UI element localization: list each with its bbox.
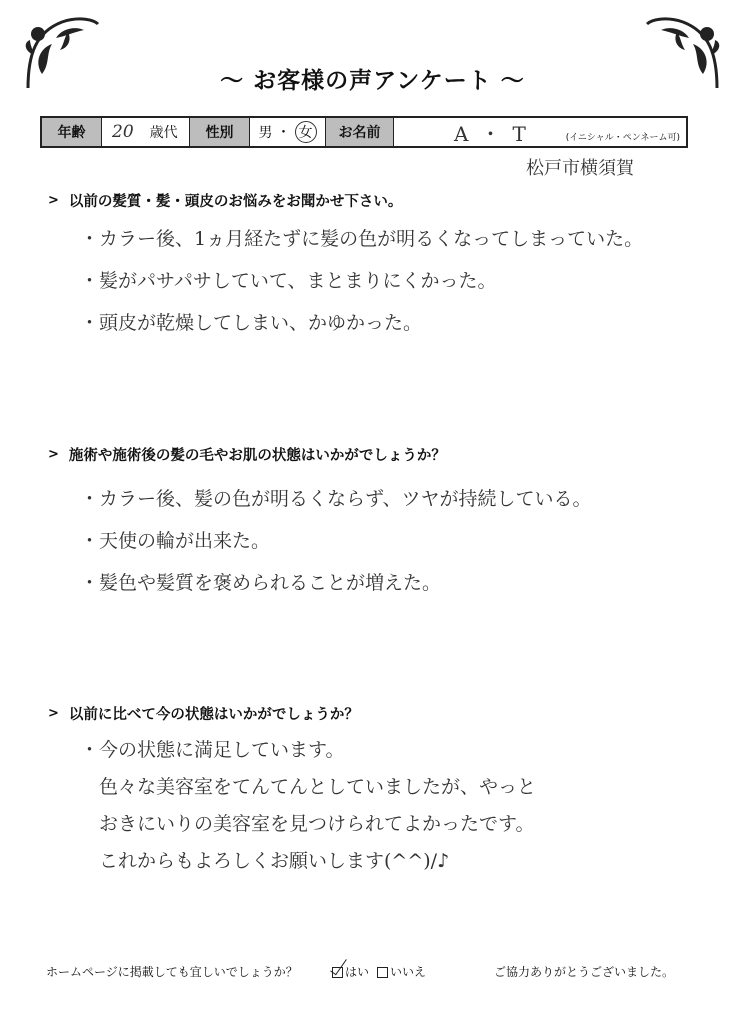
question-1-text: 以前の髪質・髪・頭皮のお悩みをお聞かせ下さい。 — [68, 194, 403, 210]
answer-line: ・天使の輪が出来た。 — [80, 530, 271, 552]
chevron-right-icon: > — [48, 706, 59, 721]
info-row — [40, 116, 688, 148]
city-handwritten: 松戸市横須賀 — [526, 158, 634, 179]
page-title: ～ お客様の声アンケート ～ — [220, 68, 525, 94]
answer-line: ・カラー後、髪の色が明るくならず、ツヤが持続している。 — [80, 488, 592, 510]
name-value: A・T — [454, 121, 538, 146]
answer-2 — [80, 478, 591, 604]
answer-line: ・頭皮が乾燥してしまい、かゆかった。 — [80, 312, 423, 334]
age-field — [102, 118, 190, 146]
answer-line: ・今の状態に満足しています。 — [80, 739, 345, 761]
question-1 — [48, 190, 402, 211]
question-2-text: 施術や施術後の髪の毛やお肌の状態はいかがでしょうか？ — [68, 448, 446, 464]
name-label: お名前 — [326, 118, 394, 146]
no-label: いいえ — [390, 965, 427, 979]
no-option[interactable] — [377, 963, 426, 980]
answer-line: ・髪色や髪質を褒められることが増えた。 — [80, 572, 442, 594]
question-3 — [48, 703, 359, 724]
name-field — [394, 118, 686, 146]
chevron-right-icon: > — [48, 447, 59, 462]
answer-line: おきにいりの美容室を見つけられてよかったです。 — [80, 813, 535, 835]
answer-1 — [80, 218, 643, 344]
answer-3 — [80, 732, 536, 880]
sex-field: 男 ・ 女 — [250, 118, 326, 146]
age-value: 20 — [112, 122, 134, 142]
age-label: 年齢 — [42, 118, 102, 146]
sex-female-option-circled: 女 — [295, 121, 317, 143]
yes-option[interactable] — [332, 963, 369, 980]
checkbox-checked-icon — [332, 967, 343, 978]
thanks-text: ご協力ありがとうございました。 — [494, 965, 675, 979]
sex-label: 性別 — [190, 118, 250, 146]
answer-line: ・カラー後、1ヵ月経たずに髪の色が明るくなってしまっていた。 — [80, 228, 644, 250]
answer-line: ・髪がパサパサしていて、まとまりにくかった。 — [80, 270, 497, 292]
publish-question: ホームページに掲載しても宜しいでしょうか？ — [46, 965, 298, 979]
chevron-right-icon: > — [48, 193, 59, 208]
sex-male-option: 男 — [258, 125, 273, 141]
publish-options — [332, 963, 426, 980]
answer-line: 色々な美容室をてんてんとしていましたが、やっと — [80, 776, 537, 798]
question-3-text: 以前に比べて今の状態はいかがでしょうか？ — [68, 707, 359, 723]
answer-line: これからもよろしくお願いします(^^)/♪ — [80, 850, 450, 872]
name-note: (イニシャル・ペンネーム可) — [565, 133, 680, 143]
question-2 — [48, 444, 446, 465]
checkbox-icon — [377, 967, 388, 978]
yes-label: はい — [345, 965, 370, 979]
age-suffix: 歳代 — [149, 125, 178, 141]
